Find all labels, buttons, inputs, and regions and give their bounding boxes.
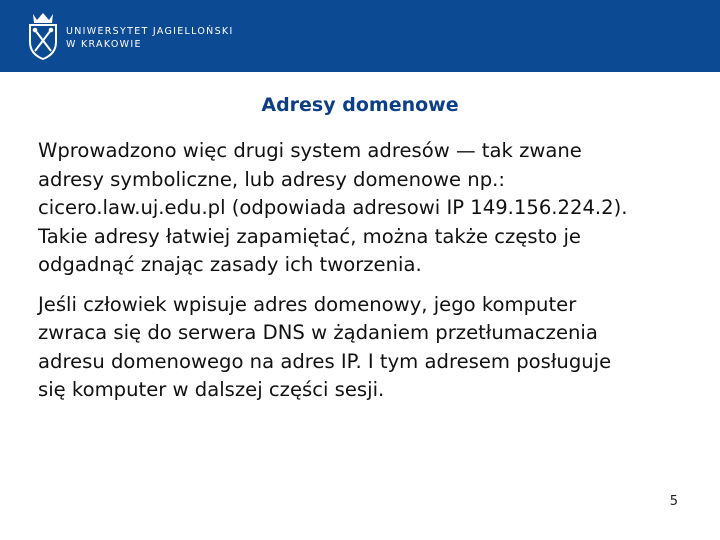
slide-title: Adresy domenowe (261, 94, 459, 116)
text-line: adresu domenowego na adres IP. I tym adresem posługuje (38, 349, 612, 373)
text-line: odgadnąć znając zasady ich tworzenia. (38, 253, 422, 276)
text-line: Takie adresy łatwiej zapamiętać, można także często je (38, 224, 581, 248)
page-number: 5 (669, 494, 678, 509)
logo-line-2: W KRAKOWIE (66, 39, 142, 50)
paragraph-1 (38, 137, 688, 280)
text-line: cicero.law.uj.edu.pl (odpowiada adresowi IP 149.156.224.2). (38, 196, 628, 219)
header-bar (0, 0, 720, 72)
text-line: Wprowadzono więc drugi system adresów — tak zwane (38, 139, 582, 162)
text-line: zwraca się do serwera DNS w żądaniem przetłumaczenia (38, 321, 598, 344)
crest-icon (28, 12, 58, 60)
paragraph-2 (38, 291, 688, 405)
university-logo (28, 12, 234, 60)
text-line: adresy symboliczne, lub adresy domenowe np.: (38, 167, 505, 191)
text-line: się komputer w dalszej części sesji. (38, 378, 385, 401)
slide-content (38, 137, 688, 405)
logo-line-1: UNIWERSYTET JAGIELLOŃSKI (66, 26, 234, 37)
text-line: Jeśli człowiek wpisuje adres domenowy, jego komputer (38, 292, 577, 316)
logo-text (66, 21, 234, 51)
